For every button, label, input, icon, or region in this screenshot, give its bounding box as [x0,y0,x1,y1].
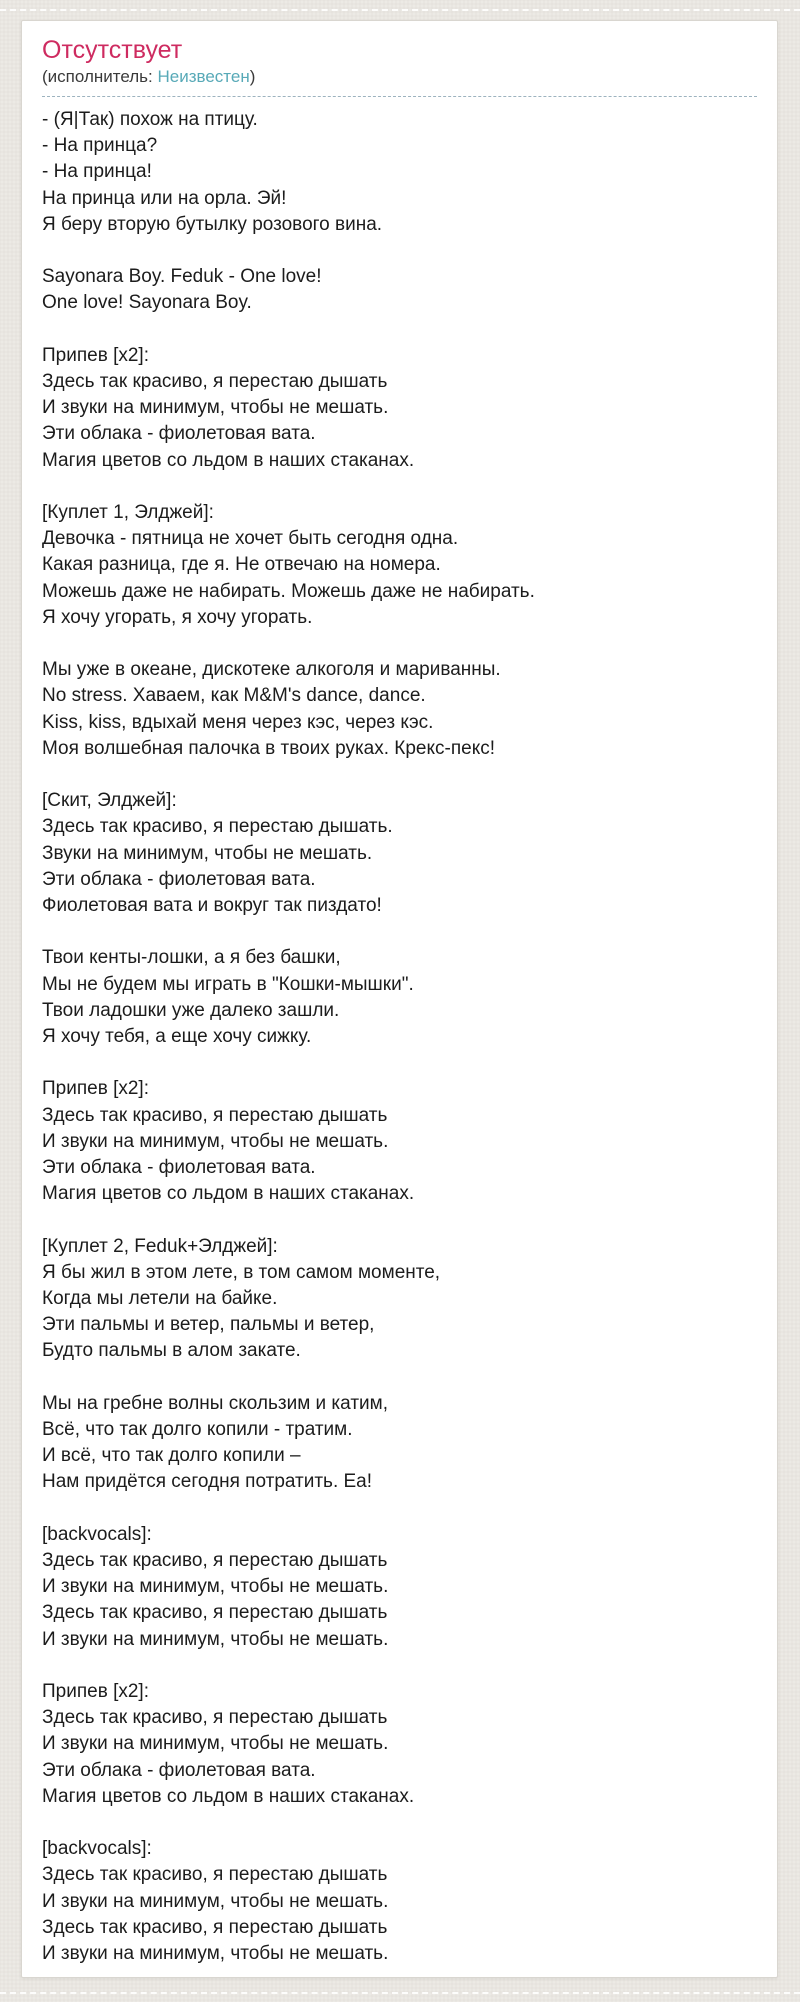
lyrics-line: Мы уже в океане, дискотеке алкоголя и мариванны. [42,659,501,681]
lyrics-line: Здесь так красиво, я перестаю дышать [42,1916,388,1938]
stanza [42,1076,757,1207]
lyrics-line: - На принца? [42,135,158,157]
lyrics-line: Магия цветов со льдом в наших стаканах. [42,1183,415,1205]
lyrics-line: Здесь так красиво, я перестаю дышать [42,1602,388,1624]
lyrics-line: Всё, что так долго копили - тратим. [42,1419,353,1441]
stanza [42,1836,757,1967]
lyrics-line: No stress. Хаваем, как M&M's dance, dance. [42,685,426,707]
lyrics-line: Звуки на минимум, чтобы не мешать. [42,842,373,864]
lyrics-line: Здесь так красиво, я перестаю дышать [42,1104,388,1126]
lyrics-line: [Скит, Элджей]: [42,790,177,812]
lyrics-line: И всё, что так долго копили – [42,1445,301,1467]
lyrics-line: И звуки на минимум, чтобы не мешать. [42,1733,389,1755]
lyrics-line: Sayonara Boy. Feduk - One love! [42,266,322,288]
lyrics-line: И звуки на минимум, чтобы не мешать. [42,1943,389,1965]
lyrics-line: Здесь так красиво, я перестаю дышать [42,1864,388,1886]
lyrics-line: Я беру вторую бутылку розового вина. [42,213,383,235]
lyrics-line: И звуки на минимум, чтобы не мешать. [42,1130,389,1152]
lyrics-line: Твои кенты-лошки, а я без башки, [42,947,341,969]
stanza [42,107,757,238]
stanza [42,1391,757,1496]
lyrics-line: Припев [x2]: [42,344,149,366]
lyrics-line: Магия цветов со льдом в наших стаканах. [42,449,415,471]
artist-label-suffix: ) [249,67,256,86]
lyrics-line: Здесь так красиво, я перестаю дышать [42,1550,388,1572]
lyrics-line: Я хочу угорать, я хочу угорать. [42,606,313,628]
lyrics-line: На принца или на орла. Эй! [42,187,287,209]
lyrics-line: Припев [x2]: [42,1078,149,1100]
lyrics-line: Какая разница, где я. Не отвечаю на номера. [42,554,441,576]
lyrics-line: - На принца! [42,161,152,183]
lyrics-line: Нам придётся сегодня потратить. Еа! [42,1471,373,1493]
stanza [42,945,757,1050]
lyrics-line: И звуки на минимум, чтобы не мешать. [42,397,389,419]
lyrics-line: Моя волшебная палочка в твоих руках. Крекс-пекс! [42,737,496,759]
lyrics-line: Kiss, kiss, вдыхай меня через кэс, через кэс. [42,711,434,733]
page-bottom-dashed-border [0,1992,800,1994]
lyrics-line: Эти облака - фиолетовая вата. [42,423,316,445]
lyrics-line: Эти облака - фиолетовая вата. [42,1759,316,1781]
lyrics-line: Здесь так красиво, я перестаю дышать [42,1707,388,1729]
stanza [42,788,757,919]
lyrics-line: Когда мы летели на байке. [42,1288,278,1310]
lyrics-line: [Куплет 2, Feduk+Элджей]: [42,1235,278,1257]
lyrics-line: [backvocals]: [42,1523,152,1545]
stanza [42,657,757,762]
lyrics-line: Фиолетовая вата и вокруг так пиздато! [42,895,382,917]
page-top-dashed-border [0,9,800,11]
lyrics-line: Я хочу тебя, а еще хочу сижку. [42,1026,312,1048]
lyrics-card [21,20,778,1978]
lyrics-line: Эти пальмы и ветер, пальмы и ветер, [42,1314,375,1336]
stanza [42,500,757,631]
lyrics-line: [Куплет 1, Элджей]: [42,502,214,523]
stanza [42,343,757,474]
stanza [42,1234,757,1365]
lyrics-line: Мы не будем мы играть в "Кошки-мышки". [42,973,414,995]
lyrics-line: И звуки на минимум, чтобы не мешать. [42,1628,389,1650]
lyrics [42,107,757,1967]
lyrics-line: Девочка - пятница не хочет быть сегодня одна. [42,528,459,550]
artist-label-prefix: (исполнитель: [42,67,158,86]
song-title: Отсутствует [42,36,183,64]
lyrics-line: - (Я|Так) похож на птицу. [42,109,258,130]
lyrics-line: Твои ладошки уже далеко зашли. [42,999,340,1021]
stanza [42,1522,757,1653]
lyrics-line: Здесь так красиво, я перестаю дышать [42,371,388,392]
lyrics-line: One love! Sayonara Boy. [42,292,252,314]
lyrics-line: И звуки на минимум, чтобы не мешать. [42,1576,389,1598]
lyrics-line: Мы на гребне волны скользим и катим, [42,1392,388,1414]
lyrics-line: Здесь так красиво, я перестаю дышать. [42,816,393,838]
lyrics-line: Припев [x2]: [42,1681,149,1703]
artist-line [42,67,757,97]
lyrics-line: Будто пальмы в алом закате. [42,1340,301,1362]
stanza [42,1679,757,1810]
artist-link[interactable]: Неизвестен [157,67,250,86]
lyrics-line: Магия цветов со льдом в наших стаканах. [42,1785,415,1807]
lyrics-line: И звуки на минимум, чтобы не мешать. [42,1890,389,1912]
lyrics-line: Я бы жил в этом лете, в том самом моменте, [42,1261,441,1283]
lyrics-line: Эти облака - фиолетовая вата. [42,1157,316,1179]
lyrics-line: Можешь даже не набирать. Можешь даже не набирать. [42,580,535,602]
lyrics-line: Эти облака - фиолетовая вата. [42,868,316,890]
lyrics-line: [backvocals]: [42,1838,152,1860]
stanza [42,264,757,316]
